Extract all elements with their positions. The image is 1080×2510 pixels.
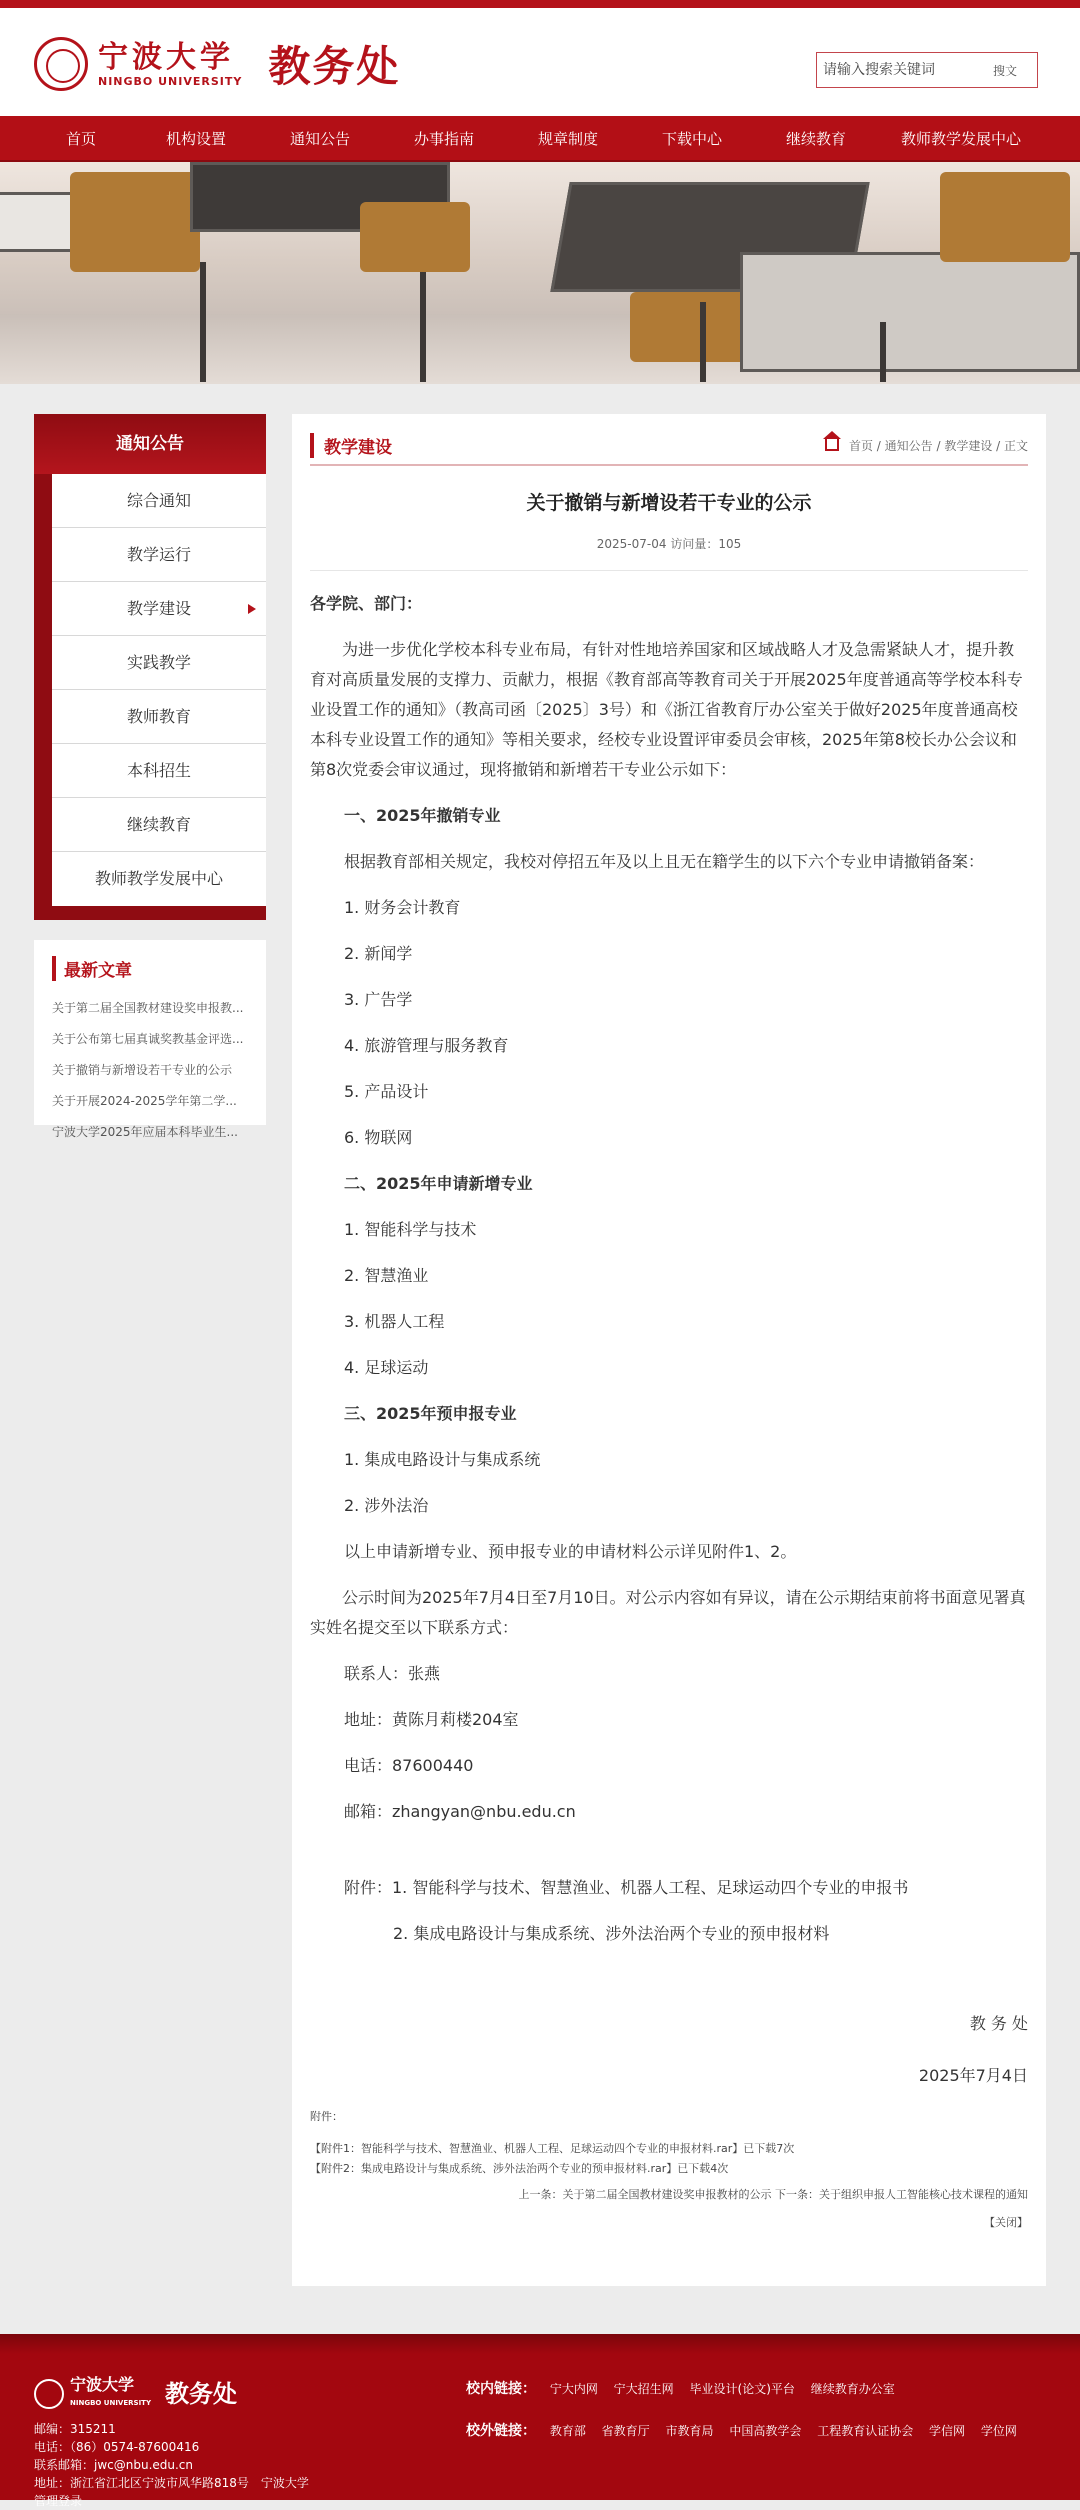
- list-item: 2. 智慧渔业: [344, 1266, 429, 1285]
- footer-link[interactable]: 中国高教学会: [729, 2424, 802, 2438]
- nav-teacher-development[interactable]: 教师教学发展中心: [900, 129, 1021, 148]
- nav-notices[interactable]: 通知公告: [289, 129, 350, 148]
- latest-article-link[interactable]: 宁波大学2025年应届本科毕业生...: [52, 1125, 238, 1139]
- contact-email: 邮箱：zhangyan@nbu.edu.cn: [344, 1802, 576, 1821]
- nav-downloads[interactable]: 下载中心: [661, 129, 722, 148]
- intro-paragraph: 为进一步优化学校本科专业布局，有针对性地培养国家和区域战略人才及急需紧缺人才，提升教育对高质量发展的支撑力、贡献力，根据《教育部高等教育司关于开展2025年度普通高等学校本科专业设置工作的通知》（教高司函〔2025〕3号）和《浙江省教育厅办公室关于做好2025年度普通高校本科专业设置工作的通知》等相关要求，经校专业设置评审委员会审核，2025年第8校长办公会议和第8次党委会审议通过，现将撤销和新增若干专业公示如下：: [310, 640, 1023, 779]
- sidebar-item-development[interactable]: 教师教学发展中心: [52, 852, 266, 906]
- footer-postcode: 邮编：315211: [34, 2422, 116, 2436]
- sidebar-item-operations[interactable]: 教学运行: [52, 528, 266, 582]
- search-input[interactable]: [817, 62, 987, 78]
- close-button[interactable]: 【关闭】: [984, 2216, 1028, 2229]
- admin-login-link[interactable]: 管理登录: [34, 2494, 83, 2508]
- sidebar-title: 通知公告: [34, 414, 266, 474]
- list-item: 1. 智能科学与技术: [344, 1220, 477, 1239]
- paragraph: 公示时间为2025年7月4日至7月10日。对公示内容如有异议，请在公示期结束前将书面意见署真实姓名提交至以下联系方式：: [310, 1588, 1026, 1637]
- site-footer: [0, 2334, 1080, 2508]
- paragraph: 根据教育部相关规定，我校对停招五年及以上且无在籍学生的以下六个专业申请撤销备案：: [344, 852, 985, 871]
- main-nav: [0, 116, 1080, 162]
- search-button[interactable]: 搜文: [993, 63, 1018, 78]
- footer-link[interactable]: 毕业设计(论文)平台: [689, 2382, 795, 2396]
- attachments-label: 附件：: [310, 2110, 343, 2123]
- sidebar-item-general[interactable]: 综合通知: [52, 474, 266, 528]
- nav-guide[interactable]: 办事指南: [413, 129, 474, 148]
- article-meta: 2025-07-04 访问量：105: [310, 535, 1028, 571]
- article-panel: [292, 414, 1046, 2286]
- prev-next-links[interactable]: 上一条：关于第二届全国教材建设奖申报教材的公示 下一条：关于组织申报人工智能核心技术课程的通知: [518, 2188, 1028, 2201]
- sidebar-menu: [34, 474, 266, 920]
- site-logo[interactable]: [34, 34, 400, 94]
- sidebar-item-construction[interactable]: [52, 582, 266, 636]
- section-heading: 二、2025年申请新增专业: [344, 1174, 533, 1193]
- article-body: [310, 571, 1028, 2091]
- footer-link[interactable]: 宁大招生网: [613, 2382, 674, 2396]
- footer-link[interactable]: 继续教育办公室: [810, 2382, 895, 2396]
- sidebar: [34, 414, 266, 1139]
- university-name: [98, 41, 242, 88]
- article-title: 关于撤销与新增设若干专业的公示: [526, 492, 812, 514]
- sidebar-item-practice[interactable]: 实践教学: [52, 636, 266, 690]
- list-item: 6. 物联网: [344, 1128, 413, 1147]
- internal-links: [466, 2378, 907, 2398]
- nav-regulations[interactable]: 规章制度: [537, 129, 598, 148]
- attachment-line: 2. 集成电路设计与集成系统、涉外法治两个专业的预申报材料: [393, 1924, 830, 1943]
- signature-date: 2025年7月4日: [918, 2066, 1028, 2085]
- footer-university-en: NINGBO UNIVERSITY: [70, 2399, 152, 2407]
- department-name: 教务处: [268, 42, 401, 91]
- footer-link[interactable]: 学位网: [980, 2424, 1017, 2438]
- footer-university-cn: 宁波大学: [70, 2375, 135, 2394]
- banner-image: [0, 162, 1080, 384]
- attachments: [310, 2107, 1028, 2233]
- footer-address: 地址：浙江省江北区宁波市风华路818号 宁波大学: [34, 2476, 309, 2490]
- footer-link[interactable]: 工程教育认证协会: [817, 2424, 914, 2438]
- footer-dept: 教务处: [165, 2379, 238, 2408]
- footer-link[interactable]: 市教育局: [665, 2424, 714, 2438]
- paragraph: 以上申请新增专业、预申报专业的申请材料公示详见附件1、2。: [344, 1542, 797, 1561]
- latest-article-link[interactable]: 关于公布第七届真诚奖教基金评选...: [52, 1032, 244, 1046]
- section-heading: 一、2025年撤销专业: [344, 806, 501, 825]
- contact-person: 联系人：张燕: [344, 1664, 441, 1683]
- latest-article-link[interactable]: 关于撤销与新增设若干专业的公示: [52, 1063, 233, 1077]
- footer-link[interactable]: 省教育厅: [601, 2424, 650, 2438]
- caret-right-icon: [248, 604, 256, 614]
- section-heading: 三、2025年预申报专业: [344, 1404, 517, 1423]
- list-item: 5. 产品设计: [344, 1082, 429, 1101]
- contact-address: 地址：黄陈月莉楼204室: [344, 1710, 519, 1729]
- home-icon: [825, 439, 839, 451]
- search-box: [816, 52, 1038, 88]
- list-item: 2. 新闻学: [344, 944, 413, 963]
- footer-link[interactable]: 学信网: [929, 2424, 966, 2438]
- external-links: [466, 2420, 1029, 2440]
- category-title: 教学建设: [310, 433, 392, 458]
- signature: 教 务 处: [969, 2014, 1028, 2033]
- university-seal-icon: [34, 37, 88, 91]
- contact-phone: 电话：87600440: [344, 1756, 474, 1775]
- list-item: 4. 旅游管理与服务教育: [344, 1036, 509, 1055]
- nav-continuing-education[interactable]: 继续教育: [785, 129, 846, 148]
- attachment-line: 附件：1. 智能科学与技术、智慧渔业、机器人工程、足球运动四个专业的申报书: [344, 1878, 909, 1897]
- breadcrumb: [825, 437, 1028, 454]
- footer-logo: [34, 2376, 309, 2412]
- university-seal-icon: [34, 2379, 64, 2409]
- sidebar-item-continuing[interactable]: 继续教育: [52, 798, 266, 852]
- sidebar-item-label: 教学建设: [126, 599, 191, 618]
- list-item: 4. 足球运动: [344, 1358, 429, 1377]
- nav-home[interactable]: 首页: [65, 129, 96, 148]
- footer-link[interactable]: 教育部: [549, 2424, 586, 2438]
- latest-articles: [34, 940, 266, 1139]
- salutation: 各学院、部门：: [310, 594, 423, 613]
- footer-link[interactable]: 宁大内网: [549, 2382, 598, 2396]
- list-item: 3. 广告学: [344, 990, 413, 1009]
- list-item: 3. 机器人工程: [344, 1312, 445, 1331]
- footer-tel: 电话：（86）0574-87600416: [34, 2440, 200, 2454]
- attachment-link[interactable]: 【附件2：集成电路设计与集成系统、涉外法治两个专业的预申报材料.rar】已下载4次: [310, 2162, 729, 2175]
- latest-article-link[interactable]: 关于第二届全国教材建设奖申报教...: [52, 1001, 244, 1015]
- nav-organization[interactable]: 机构设置: [165, 129, 226, 148]
- category-bar: [310, 432, 1028, 466]
- university-name-cn: 宁波大学: [98, 39, 234, 75]
- footer-mail: 联系邮箱：jwc@nbu.edu.cn: [34, 2458, 194, 2472]
- list-item: 1. 集成电路设计与集成系统: [344, 1450, 541, 1469]
- internal-links-label: 校内链接：: [466, 2381, 536, 2397]
- latest-article-link[interactable]: 关于开展2024-2025学年第二学...: [52, 1094, 237, 1108]
- attachment-link[interactable]: 【附件1：智能科学与技术、智慧渔业、机器人工程、足球运动四个专业的申报材料.rar】已下载7次: [310, 2142, 795, 2155]
- latest-articles-title: 最新文章: [52, 956, 248, 981]
- university-name-en: NINGBO UNIVERSITY: [98, 74, 243, 88]
- sidebar-item-teacher-education[interactable]: 教师教育: [52, 690, 266, 744]
- list-item: 2. 涉外法治: [344, 1496, 429, 1515]
- breadcrumb-text[interactable]: 首页 / 通知公告 / 教学建设 / 正文: [848, 438, 1028, 453]
- site-header: [0, 8, 1080, 116]
- external-links-label: 校外链接：: [466, 2423, 536, 2439]
- sidebar-item-admissions[interactable]: 本科招生: [52, 744, 266, 798]
- top-accent-bar: [0, 0, 1080, 8]
- list-item: 1. 财务会计教育: [344, 898, 461, 917]
- footer-info: [34, 2376, 309, 2510]
